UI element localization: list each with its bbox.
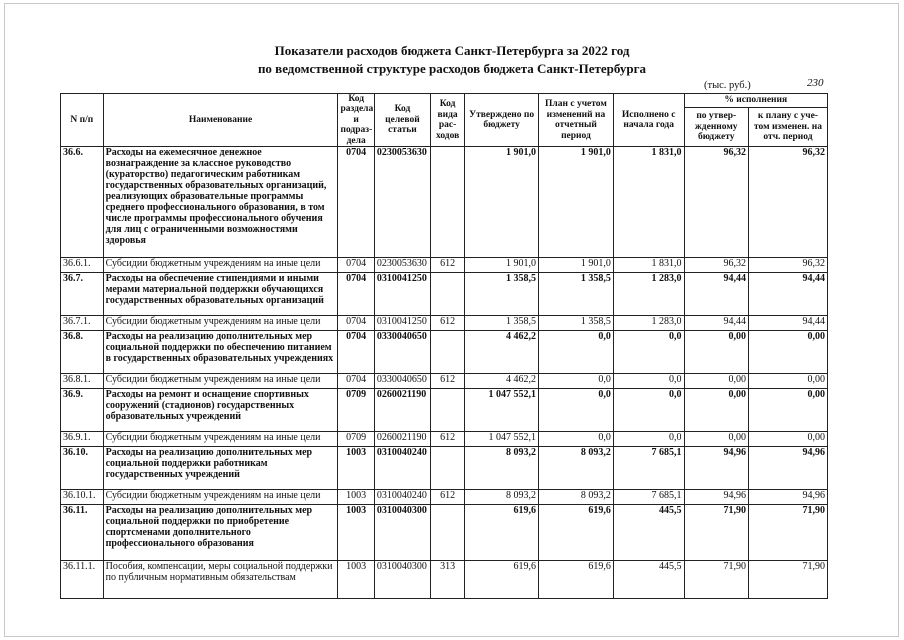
cell-pct-budget: 94,44 bbox=[684, 273, 748, 316]
cell-executed: 0,0 bbox=[613, 331, 684, 374]
cell-num: 36.9.1. bbox=[61, 432, 104, 447]
cell-section: 0704 bbox=[338, 147, 374, 258]
cell-approved: 1 047 552,1 bbox=[465, 432, 539, 447]
cell-target: 0310040300 bbox=[374, 561, 430, 599]
cell-executed: 7 685,1 bbox=[613, 447, 684, 490]
cell-plan: 0,0 bbox=[539, 389, 614, 432]
cell-plan: 0,0 bbox=[539, 331, 614, 374]
cell-approved: 1 358,5 bbox=[465, 273, 539, 316]
cell-pct-plan: 0,00 bbox=[748, 331, 827, 374]
cell-approved: 1 358,5 bbox=[465, 316, 539, 331]
cell-pct-budget: 71,90 bbox=[684, 505, 748, 561]
cell-approved: 4 462,2 bbox=[465, 331, 539, 374]
cell-name: Расходы на реализацию дополнительных мер социальной поддержки работникам государственных учреждений bbox=[103, 447, 338, 490]
cell-approved: 8 093,2 bbox=[465, 490, 539, 505]
cell-plan: 619,6 bbox=[539, 505, 614, 561]
cell-pct-plan: 96,32 bbox=[748, 258, 827, 273]
table-row-section bbox=[61, 389, 828, 432]
cell-name: Субсидии бюджетным учреждениям на иные цели bbox=[103, 258, 338, 273]
cell-type bbox=[430, 331, 464, 374]
cell-num: 36.10. bbox=[61, 447, 104, 490]
cell-section: 0709 bbox=[338, 432, 374, 447]
cell-approved: 1 047 552,1 bbox=[465, 389, 539, 432]
cell-approved: 1 901,0 bbox=[465, 258, 539, 273]
cell-type bbox=[430, 147, 464, 258]
col-header-section: Код раздела и подраз-дела bbox=[338, 94, 374, 147]
cell-target: 0310040300 bbox=[374, 505, 430, 561]
cell-num: 36.9. bbox=[61, 389, 104, 432]
cell-target: 0260021190 bbox=[374, 389, 430, 432]
col-header-plan: План с учетом изменений на отчетный период bbox=[539, 94, 614, 147]
cell-section: 1003 bbox=[338, 447, 374, 490]
cell-plan: 619,6 bbox=[539, 561, 614, 599]
cell-executed: 7 685,1 bbox=[613, 490, 684, 505]
cell-executed: 445,5 bbox=[613, 505, 684, 561]
title-line-2: по ведомственной структуре расходов бюджета Санкт-Петербурга bbox=[257, 61, 647, 76]
cell-plan: 0,0 bbox=[539, 374, 614, 389]
cell-name: Пособия, компенсации, меры социальной поддержки по публичным нормативным обязательствам bbox=[103, 561, 338, 599]
cell-name: Субсидии бюджетным учреждениям на иные цели bbox=[103, 432, 338, 447]
cell-name: Расходы на реализацию дополнительных мер социальной поддержки по обеспечению питанием в государственных образовательных учреждениях bbox=[103, 331, 338, 374]
cell-num: 36.6. bbox=[61, 147, 104, 258]
col-header-pct-plan: к плану с уче-том изменен. на отч. период bbox=[748, 107, 827, 147]
cell-name: Субсидии бюджетным учреждениям на иные цели bbox=[103, 490, 338, 505]
cell-plan: 8 093,2 bbox=[539, 490, 614, 505]
cell-executed: 1 283,0 bbox=[613, 273, 684, 316]
cell-type bbox=[430, 389, 464, 432]
cell-pct-plan: 96,32 bbox=[748, 147, 827, 258]
cell-type: 612 bbox=[430, 258, 464, 273]
cell-target: 0260021190 bbox=[374, 432, 430, 447]
cell-pct-budget: 94,96 bbox=[684, 447, 748, 490]
cell-approved: 619,6 bbox=[465, 561, 539, 599]
table-row-section bbox=[61, 331, 828, 374]
cell-num: 36.6.1. bbox=[61, 258, 104, 273]
table-row-subitem bbox=[61, 490, 828, 505]
cell-pct-plan: 94,44 bbox=[748, 273, 827, 316]
table-row-subitem bbox=[61, 258, 828, 273]
cell-plan: 8 093,2 bbox=[539, 447, 614, 490]
table-row-subitem bbox=[61, 316, 828, 331]
cell-section: 0709 bbox=[338, 389, 374, 432]
cell-pct-budget: 0,00 bbox=[684, 389, 748, 432]
col-header-pct-budget: по утвер-жденному бюджету bbox=[684, 107, 748, 147]
cell-target: 0310040240 bbox=[374, 490, 430, 505]
col-header-executed: Исполнено с начала года bbox=[613, 94, 684, 147]
cell-section: 0704 bbox=[338, 273, 374, 316]
cell-plan: 1 358,5 bbox=[539, 316, 614, 331]
cell-target: 0230053630 bbox=[374, 258, 430, 273]
cell-section: 0704 bbox=[338, 374, 374, 389]
page-number: 230 bbox=[807, 77, 824, 89]
cell-approved: 4 462,2 bbox=[465, 374, 539, 389]
cell-num: 36.7.1. bbox=[61, 316, 104, 331]
cell-plan: 0,0 bbox=[539, 432, 614, 447]
cell-target: 0330040650 bbox=[374, 374, 430, 389]
table-row-section bbox=[61, 273, 828, 316]
table-row-subitem bbox=[61, 432, 828, 447]
cell-num: 36.7. bbox=[61, 273, 104, 316]
cell-target: 0310041250 bbox=[374, 273, 430, 316]
cell-num: 36.8.1. bbox=[61, 374, 104, 389]
cell-pct-plan: 71,90 bbox=[748, 561, 827, 599]
cell-name: Расходы на обеспечение стипендиями и иными мерами материальной поддержки обучающихся государственных образовательных организаций bbox=[103, 273, 338, 316]
cell-executed: 1 831,0 bbox=[613, 258, 684, 273]
cell-name: Субсидии бюджетным учреждениям на иные цели bbox=[103, 316, 338, 331]
cell-target: 0310040240 bbox=[374, 447, 430, 490]
cell-approved: 1 901,0 bbox=[465, 147, 539, 258]
cell-pct-budget: 0,00 bbox=[684, 374, 748, 389]
cell-pct-budget: 96,32 bbox=[684, 147, 748, 258]
table-row-section bbox=[61, 147, 828, 258]
cell-num: 36.8. bbox=[61, 331, 104, 374]
cell-pct-budget: 94,96 bbox=[684, 490, 748, 505]
cell-section: 1003 bbox=[338, 505, 374, 561]
cell-target: 0230053630 bbox=[374, 147, 430, 258]
cell-name: Расходы на ежемесячное денежное вознаграждение за классное руководство (кураторство) педагогическим работникам государственных образовательных организаций, реализующих образовательные программы среднего профессионального образования, в том числе программы профессионального обучения для лиц с ограниченными возможностями здоровья bbox=[103, 147, 338, 258]
cell-pct-budget: 0,00 bbox=[684, 331, 748, 374]
cell-executed: 445,5 bbox=[613, 561, 684, 599]
cell-approved: 619,6 bbox=[465, 505, 539, 561]
cell-section: 1003 bbox=[338, 561, 374, 599]
units-label: (тыс. руб.) bbox=[704, 80, 751, 91]
table-row-subitem bbox=[61, 374, 828, 389]
cell-approved: 8 093,2 bbox=[465, 447, 539, 490]
cell-executed: 1 283,0 bbox=[613, 316, 684, 331]
cell-type: 612 bbox=[430, 374, 464, 389]
cell-plan: 1 358,5 bbox=[539, 273, 614, 316]
cell-name: Субсидии бюджетным учреждениям на иные цели bbox=[103, 374, 338, 389]
cell-type bbox=[430, 447, 464, 490]
cell-type: 612 bbox=[430, 316, 464, 331]
cell-section: 0704 bbox=[338, 316, 374, 331]
table-row-subitem bbox=[61, 561, 828, 599]
cell-type bbox=[430, 505, 464, 561]
cell-pct-budget: 94,44 bbox=[684, 316, 748, 331]
cell-section: 0704 bbox=[338, 258, 374, 273]
cell-section: 0704 bbox=[338, 331, 374, 374]
cell-num: 36.11. bbox=[61, 505, 104, 561]
cell-pct-plan: 94,96 bbox=[748, 447, 827, 490]
cell-pct-budget: 0,00 bbox=[684, 432, 748, 447]
cell-pct-plan: 94,96 bbox=[748, 490, 827, 505]
cell-pct-budget: 96,32 bbox=[684, 258, 748, 273]
cell-pct-plan: 0,00 bbox=[748, 374, 827, 389]
cell-plan: 1 901,0 bbox=[539, 147, 614, 258]
cell-type: 313 bbox=[430, 561, 464, 599]
cell-pct-plan: 71,90 bbox=[748, 505, 827, 561]
col-header-pct-group: % исполнения bbox=[684, 94, 827, 108]
cell-type: 612 bbox=[430, 490, 464, 505]
col-header-num: N п/п bbox=[61, 94, 104, 147]
cell-name: Расходы на реализацию дополнительных мер социальной поддержки по приобретение спортсменами дополнительного профессионального образования bbox=[103, 505, 338, 561]
table-row-section bbox=[61, 447, 828, 490]
col-header-target: Код целевой статьи bbox=[374, 94, 430, 147]
cell-executed: 1 831,0 bbox=[613, 147, 684, 258]
col-header-type: Код вида рас-ходов bbox=[430, 94, 464, 147]
cell-type: 612 bbox=[430, 432, 464, 447]
cell-pct-plan: 94,44 bbox=[748, 316, 827, 331]
title-line-1: Показатели расходов бюджета Санкт-Петербурга за 2022 год bbox=[274, 43, 630, 58]
col-header-approved: Утверждено по бюджету bbox=[465, 94, 539, 147]
cell-section: 1003 bbox=[338, 490, 374, 505]
cell-name: Расходы на ремонт и оснащение спортивных сооружений (стадионов) государственных образовательных учреждений bbox=[103, 389, 338, 432]
cell-executed: 0,0 bbox=[613, 374, 684, 389]
cell-target: 0310041250 bbox=[374, 316, 430, 331]
cell-pct-plan: 0,00 bbox=[748, 432, 827, 447]
cell-executed: 0,0 bbox=[613, 389, 684, 432]
cell-pct-budget: 71,90 bbox=[684, 561, 748, 599]
cell-executed: 0,0 bbox=[613, 432, 684, 447]
cell-plan: 1 901,0 bbox=[539, 258, 614, 273]
cell-target: 0330040650 bbox=[374, 331, 430, 374]
cell-type bbox=[430, 273, 464, 316]
cell-pct-plan: 0,00 bbox=[748, 389, 827, 432]
col-header-name: Наименование bbox=[103, 94, 338, 147]
table-row-section bbox=[61, 505, 828, 561]
cell-num: 36.11.1. bbox=[61, 561, 104, 599]
budget-table bbox=[60, 93, 828, 599]
cell-num: 36.10.1. bbox=[61, 490, 104, 505]
